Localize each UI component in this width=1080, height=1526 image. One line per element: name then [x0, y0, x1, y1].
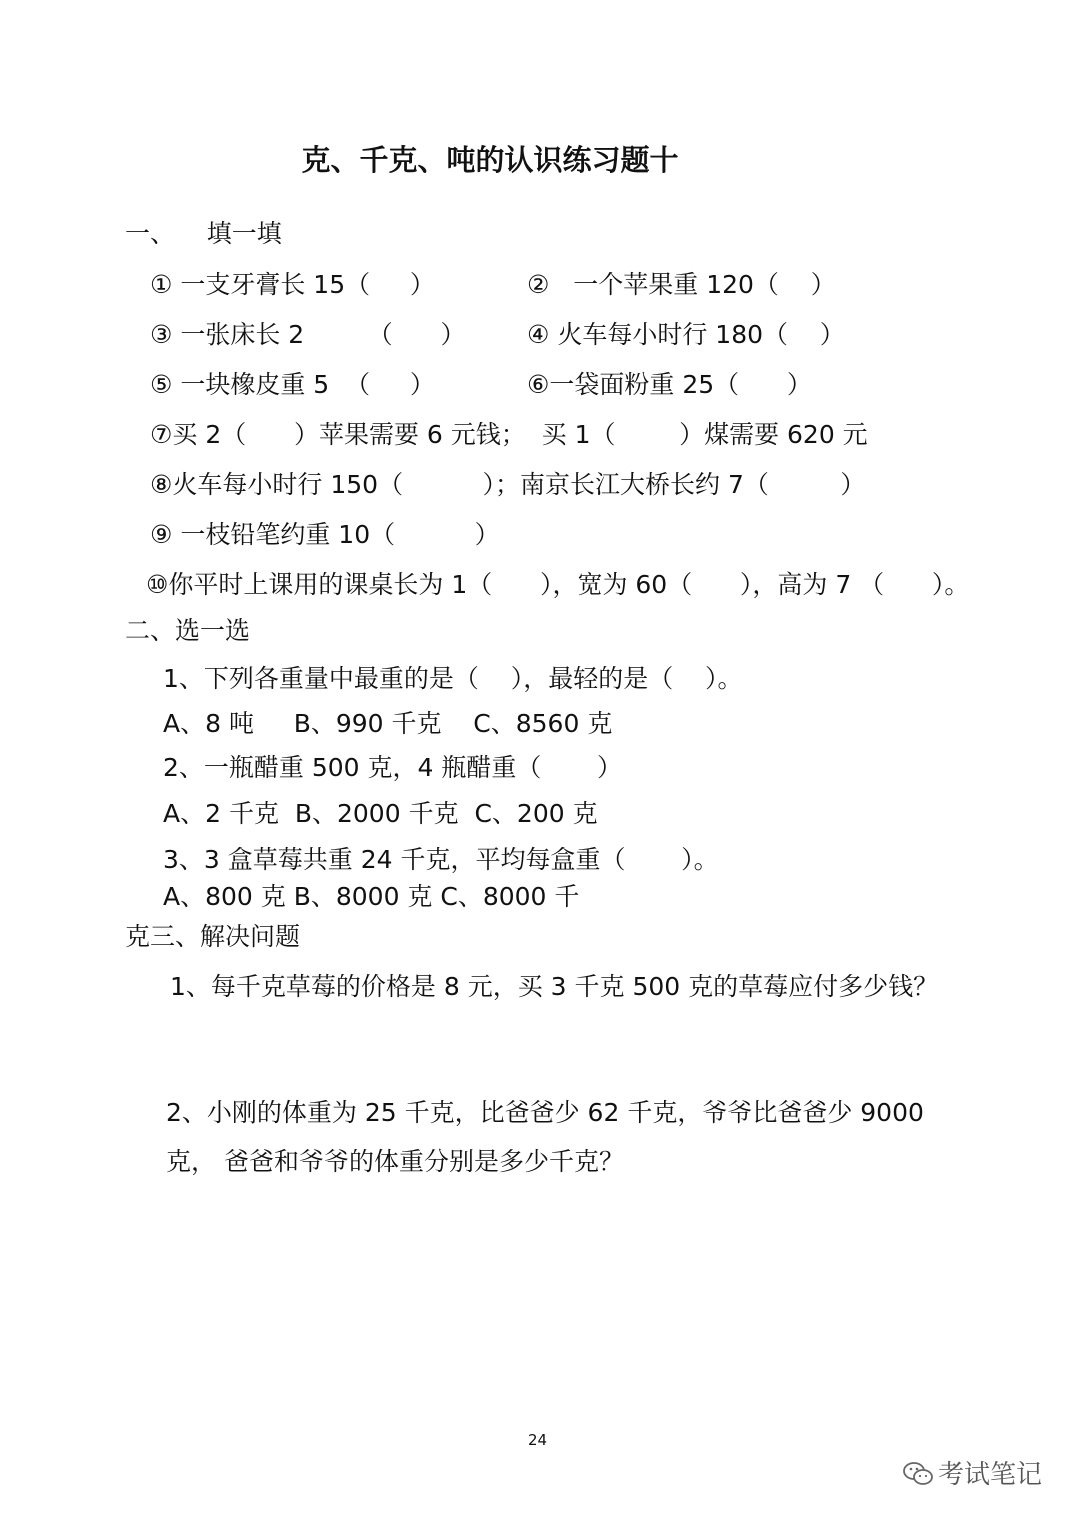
fill-item-8: ⑧火车每小时行 150（ ）；南京长江大桥长约 7（ ） [150, 470, 866, 499]
choice-options-3: A、800 克 B、8000 克 C、8000 千 [163, 882, 580, 911]
fill-item-9: ⑨ 一枝铅笔约重 10（ ） [150, 520, 500, 549]
fill-item-1: ① 一支牙膏长 15（ ） [150, 270, 435, 299]
choice-question-1: 1、下列各重量中最重的是（ ），最轻的是（ ）。 [163, 664, 743, 693]
section1-heading: 一、 填一填 [125, 219, 282, 248]
section2-heading: 二、选一选 [125, 616, 251, 645]
choice-options-1: A、8 吨 B、990 千克 C、8560 克 [163, 709, 613, 738]
fill-item-7: ⑦买 2（ ）苹果需要 6 元钱； 买 1（ ）煤需要 620 元 [150, 420, 868, 449]
section3-heading: 克三、解决问题 [125, 922, 301, 951]
watermark-text: 考试笔记 [938, 1460, 1043, 1490]
page-number: 24 [527, 1431, 548, 1449]
fill-item-3: ③ 一张床长 2 （ ） [150, 320, 466, 349]
fill-item-2: ② 一个苹果重 120（ ） [527, 270, 836, 299]
worksheet-title: 克、千克、吨的认识练习题十 [301, 143, 679, 177]
fill-item-4: ④ 火车每小时行 180（ ） [527, 320, 845, 349]
problem-1: 1、每千克草莓的价格是 8 元，买 3 千克 500 克的草莓应付多少钱？ [170, 972, 939, 1001]
choice-question-2: 2、一瓶醋重 500 克，4 瓶醋重（ ） [163, 753, 622, 782]
choice-options-2: A、2 千克 B、2000 千克 C、200 克 [163, 799, 598, 828]
fill-item-10: ⑩你平时上课用的课桌长为 1（ ），宽为 60（ ），高为 7 （ ）。 [146, 570, 970, 599]
wechat-icon [902, 1460, 934, 1488]
problem-2-line-2: 克， 爸爸和爷爷的体重分别是多少千克？ [166, 1147, 624, 1176]
problem-2-line-1: 2、小刚的体重为 25 千克，比爸爸少 62 千克，爷爷比爸爸少 9000 [166, 1098, 924, 1127]
choice-question-3: 3、3 盒草莓共重 24 千克，平均每盒重（ ）。 [163, 845, 719, 874]
fill-item-6: ⑥一袋面粉重 25（ ） [527, 370, 812, 399]
fill-item-5: ⑤ 一块橡皮重 5 （ ） [150, 370, 435, 399]
watermark [902, 1458, 1062, 1498]
